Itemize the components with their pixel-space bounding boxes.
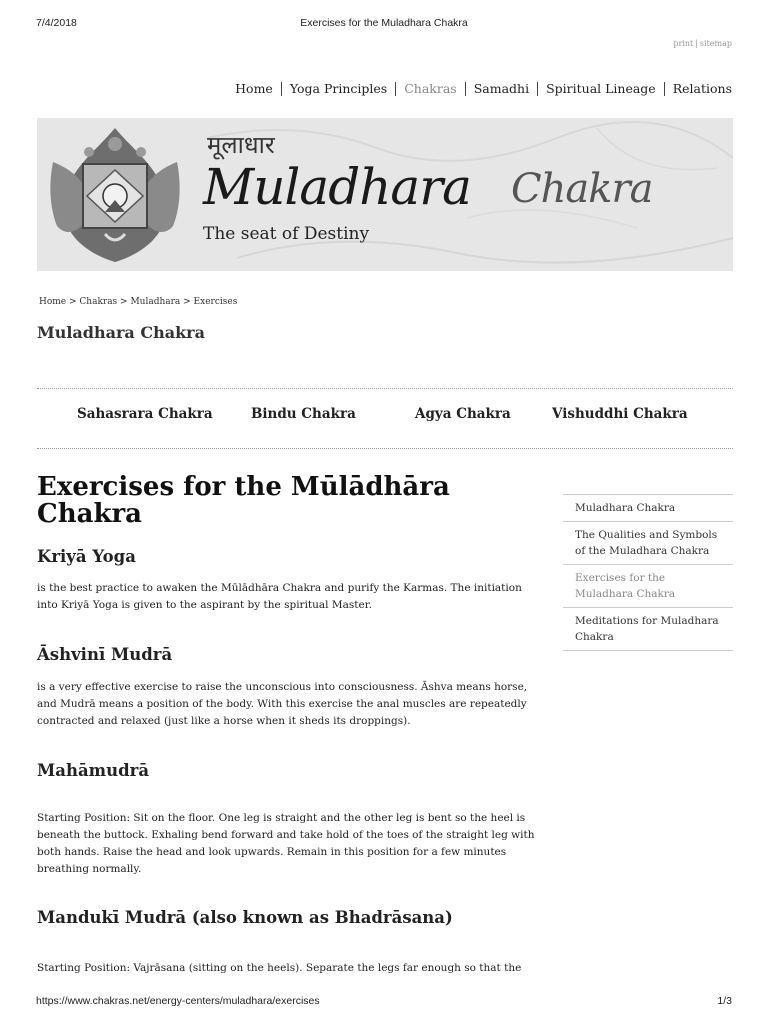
text-manduki-mudra: Starting Position: Vajrāsana (sitting on the heels). Separate the legs far enough so that the [37,962,522,974]
muladhara-lotus-icon [43,122,187,266]
sitemap-link[interactable]: sitemap [699,39,732,48]
sidebar-item-exercises[interactable]: Exercises for the Muladhara Chakra [563,564,733,607]
heading-ashvini-mudra: Āshvinī Mudrā [37,645,173,664]
sidebar-item-muladhara-chakra[interactable]: Muladhara Chakra [563,494,733,521]
print-link[interactable]: print [673,39,694,48]
nav-home[interactable]: Home [235,81,273,96]
print-page-number: 1/3 [717,995,732,1007]
breadcrumb[interactable]: Home > Chakras > Muladhara > Exercises [39,297,238,307]
banner-devanagari-title: मूलाधार [207,131,275,159]
text-kriya-yoga: is the best practice to awaken the Mūlādhāra Chakra and purify the Karmas. The initiation into Kriyā Yoga is given to the aspirant by the spiritual Master. [37,582,522,611]
chakra-navigation [37,406,733,426]
nav-yoga-principles[interactable]: Yoga Principles [281,82,395,96]
print-date: 7/4/2018 [36,17,77,29]
section-title: Muladhara Chakra [37,323,205,342]
sidebar-item-qualities-symbols[interactable]: The Qualities and Symbols of the Muladhara Chakra [563,521,733,564]
banner-tagline: The seat of Destiny [203,224,370,244]
banner-title-chakra: Chakra [511,166,653,212]
chakra-link-bindu[interactable]: Bindu Chakra [251,406,356,422]
chakra-link-vishuddhi[interactable]: Vishuddhi Chakra [552,406,688,422]
nav-spiritual-lineage[interactable]: Spiritual Lineage [537,82,664,96]
divider-top [37,388,733,389]
chakra-link-agya[interactable]: Agya Chakra [415,406,511,422]
main-navigation [227,82,732,96]
heading-kriya-yoga: Kriyā Yoga [37,547,136,566]
utility-separator: | [695,39,698,48]
divider-bottom [37,448,733,449]
sidebar-menu [563,494,733,651]
text-mahamudra: Starting Position: Sit on the floor. One leg is straight and the other leg is bent so the heel is beneath the buttock. Exhaling bend forward and take hold of the toes of the straight leg with both hands. Raise the head and look upwards. Remain in this position for a few minutes breathing normally. [37,812,535,875]
text-ashvini-mudra: is a very effective exercise to raise the unconscious into consciousness. Āshva means horse, and Mudrā means a position of the body. With this exercise the anal muscles are repeatedly contracted and relaxed (just like a horse when it sheds its droppings). [37,681,528,727]
sidebar-item-meditations[interactable]: Meditations for Muladhara Chakra [563,607,733,651]
utility-links [673,39,732,48]
banner-title-muladhara: Muladhara [203,158,471,216]
heading-mahamudra: Mahāmudrā [37,761,150,780]
chakra-link-sahasrara[interactable]: Sahasrara Chakra [77,406,213,422]
heading-manduki-mudra: Mandukī Mudrā (also known as Bhadrāsana) [37,908,453,927]
article-title: Exercises for the Mūlādhāra Chakra [37,472,450,529]
nav-chakras[interactable]: Chakras [395,82,464,96]
nav-samadhi[interactable]: Samadhi [465,82,537,96]
print-page-title: Exercises for the Muladhara Chakra [300,17,468,29]
print-footer-url: https://www.chakras.net/energy-centers/muladhara/exercises [36,995,320,1007]
nav-relations[interactable]: Relations [664,82,732,96]
header-banner [37,118,733,271]
